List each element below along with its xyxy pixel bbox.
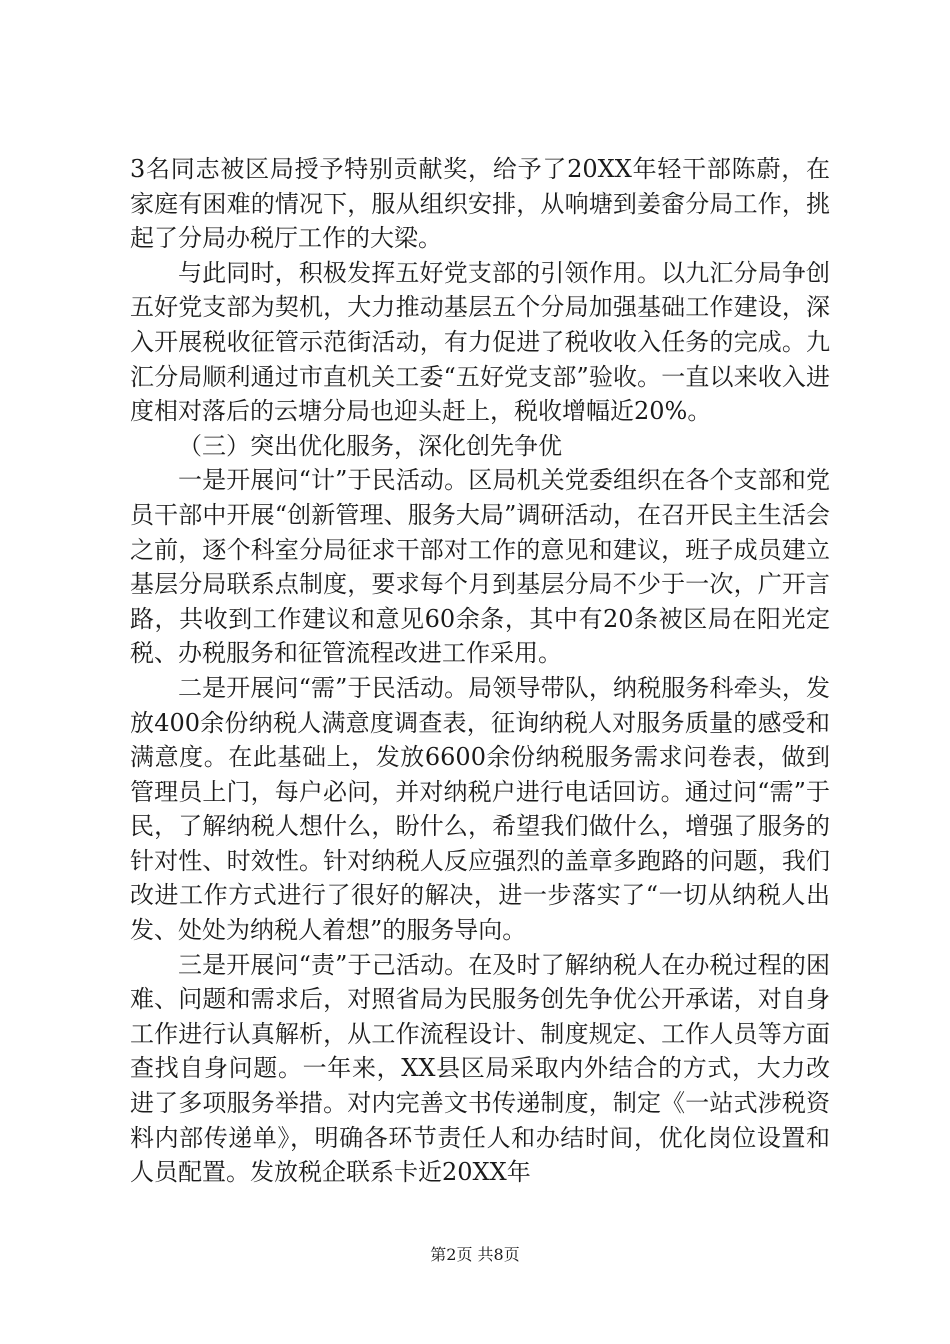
section-heading: （三）突出优化服务，深化创先争优 (178, 431, 562, 460)
page-footer: 第2页 共8页 (430, 1245, 520, 1264)
paragraph-4: 二是开展问“需”于民活动。局领导带队，纳税服务科牵头，发放400余份纳税人满意度调查表，征询纳税人对服务质量的感受和满意度。在此基础上，发放6600余份纳税服务需求问卷表，做到管理员上门，每户必问，并对纳税户进行电话回访。通过问“需”于民，了解纳税人想什么，盼什么，希望我们做什么，增强了服务的针对性、时效性。针对纳税人反应强烈的盖章多跑路的问题，我们改进工作方式进行了很好的解决，进一步落实了“一切从纳税人出发、处处为纳税人着想”的服务导向。 (130, 673, 830, 945)
document-body (130, 152, 830, 1190)
paragraph-5: 三是开展问“责”于己活动。在及时了解纳税人在办税过程的困难、问题和需求后，对照省局为民服务创先争优公开承诺，对自身工作进行认真解析，从工作流程设计、制度规定、工作人员等方面查找自身问题。一年来，XX县区局采取内外结合的方式，大力改进了多项服务举措。对内完善文书传递制度，制定《一站式涉税资料内部传递单》，明确各环节责任人和办结时间，优化岗位设置和人员配置。发放税企联系卡近20XX年 (130, 950, 830, 1187)
paragraph-1: 3名同志被区局授予特别贡献奖，给予了20XX年轻干部陈蔚，在家庭有困难的情况下，服从组织安排，从响塘到姜畲分局工作，挑起了分局办税厅工作的大梁。 (130, 155, 830, 253)
paragraph-2: 与此同时，积极发挥五好党支部的引领作用。以九汇分局争创五好党支部为契机，大力推动基层五个分局加强基础工作建设，深入开展税收征管示范街活动，有力促进了税收收入任务的完成。九汇分局顺利通过市直机关工委“五好党支部”验收。一直以来收入进度相对落后的云塘分局也迎头赶上，税收增幅近20%。 (130, 258, 830, 426)
paragraph-3: 一是开展问“计”于民活动。区局机关党委组织在各个支部和党员干部中开展“创新管理、服务大局”调研活动，在召开民主生活会之前，逐个科室分局征求干部对工作的意见和建议，班子成员建立基层分局联系点制度，要求每个月到基层分局不少于一次，广开言路，共收到工作建议和意见60余条，其中有20条被区局在阳光定税、办税服务和征管流程改进工作采用。 (130, 466, 830, 668)
